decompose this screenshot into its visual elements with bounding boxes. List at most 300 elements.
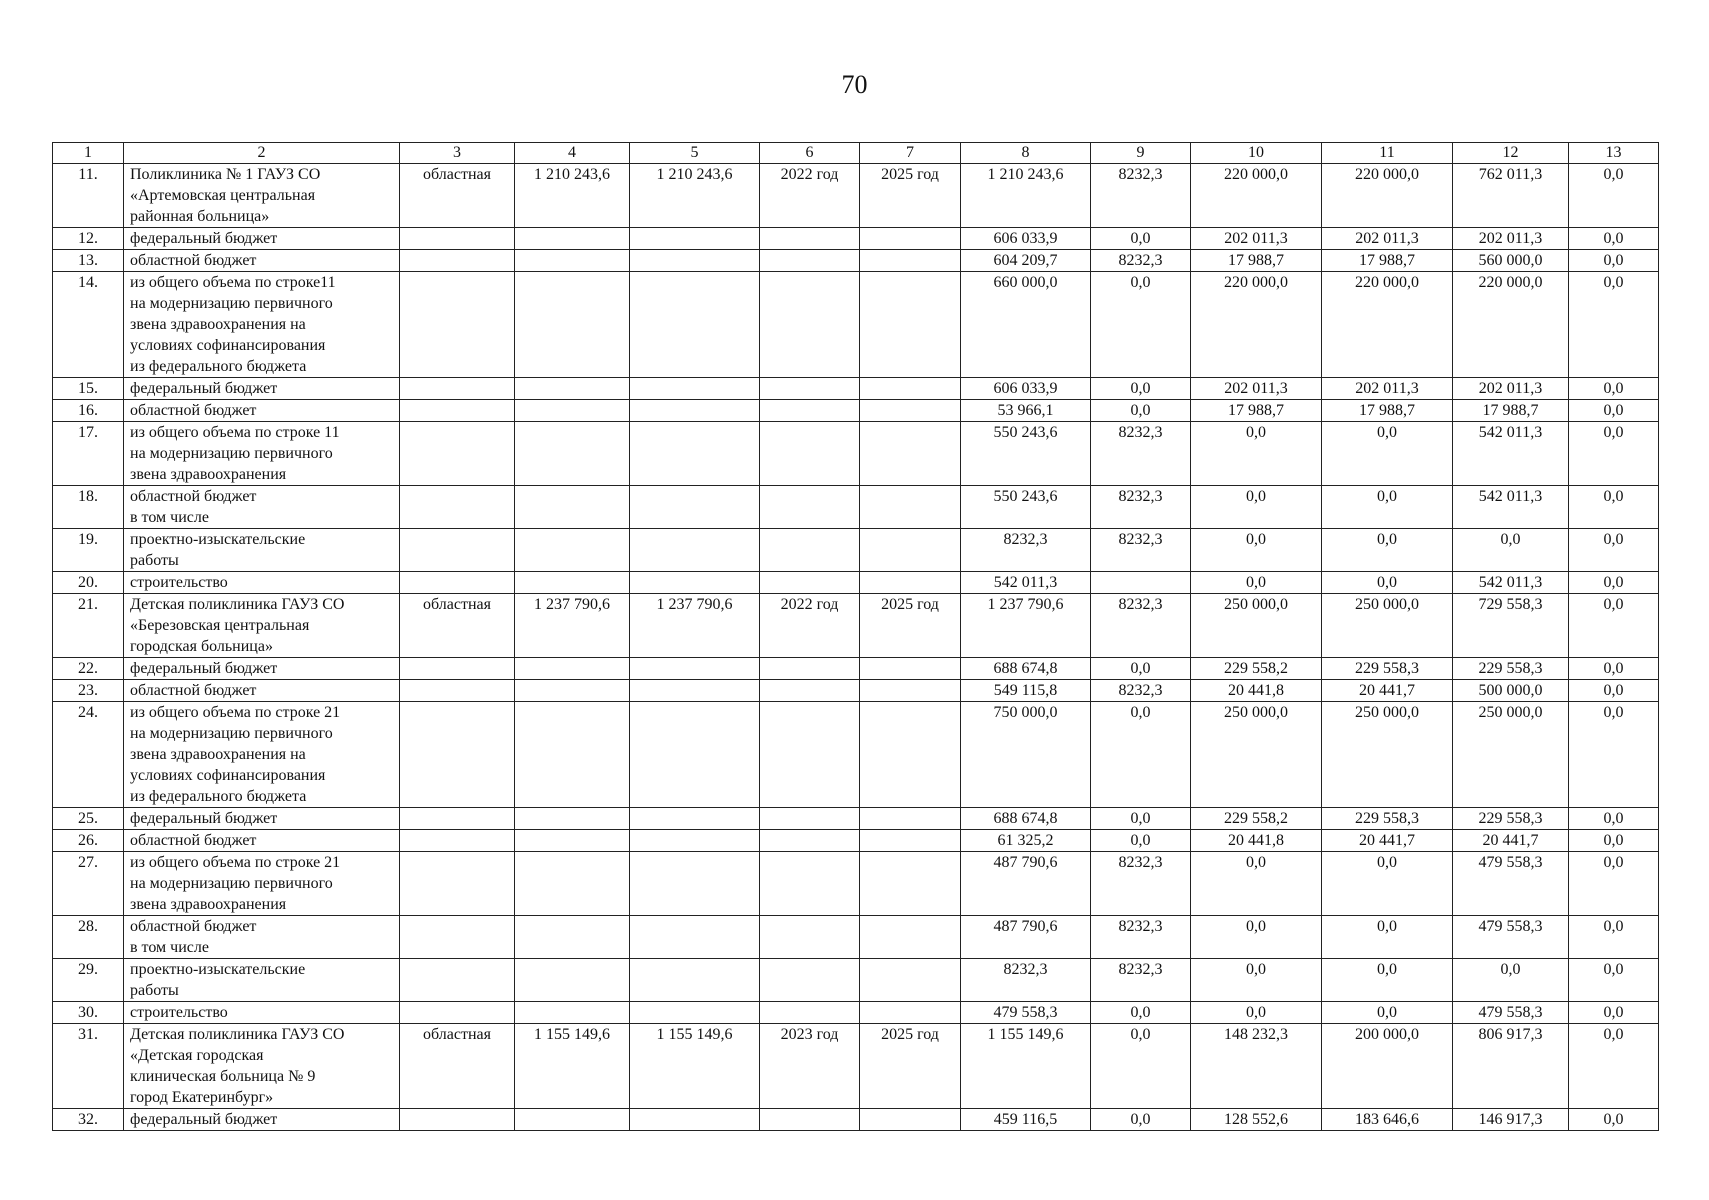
value-cell	[760, 830, 860, 852]
table-row	[53, 658, 1659, 680]
value-cell: 606 033,9	[961, 378, 1091, 400]
value-cell: 220 000,0	[1191, 272, 1322, 378]
value-cell	[630, 852, 760, 916]
value-cell: 20 441,8	[1191, 680, 1322, 702]
value-cell: 0,0	[1569, 529, 1659, 572]
row-label-cell: федеральный бюджет	[124, 1109, 400, 1131]
value-cell	[630, 378, 760, 400]
value-cell: 229 558,3	[1322, 808, 1453, 830]
value-cell: 17 988,7	[1322, 250, 1453, 272]
value-cell: 0,0	[1569, 1109, 1659, 1131]
value-cell	[860, 378, 961, 400]
value-cell: 606 033,9	[961, 228, 1091, 250]
value-cell: 0,0	[1569, 400, 1659, 422]
value-cell	[400, 272, 515, 378]
value-cell	[400, 680, 515, 702]
table-row	[53, 680, 1659, 702]
value-cell	[760, 1002, 860, 1024]
value-cell: 0,0	[1569, 572, 1659, 594]
table-row	[53, 830, 1659, 852]
value-cell	[400, 486, 515, 529]
value-cell: 229 558,2	[1191, 808, 1322, 830]
table-row	[53, 400, 1659, 422]
value-cell: 0,0	[1569, 272, 1659, 378]
value-cell: 8232,3	[961, 959, 1091, 1002]
value-cell: 2022 год	[760, 594, 860, 658]
column-header: 13	[1569, 143, 1659, 164]
row-label-cell: строительство	[124, 1002, 400, 1024]
value-cell	[400, 228, 515, 250]
value-cell: 146 917,3	[1453, 1109, 1569, 1131]
value-cell: 1 210 243,6	[630, 164, 760, 228]
table-header	[53, 143, 1659, 164]
value-cell: 0,0	[1453, 959, 1569, 1002]
value-cell	[1091, 572, 1191, 594]
value-cell: 0,0	[1569, 830, 1659, 852]
value-cell: 1 210 243,6	[961, 164, 1091, 228]
row-number-cell: 18.	[53, 486, 124, 529]
value-cell: 8232,3	[961, 529, 1091, 572]
value-cell: 560 000,0	[1453, 250, 1569, 272]
value-cell	[515, 959, 630, 1002]
value-cell	[400, 1002, 515, 1024]
row-label-cell: Детская поликлиника ГАУЗ СО «Березовская центральная городская больница»	[124, 594, 400, 658]
value-cell	[515, 250, 630, 272]
value-cell: 0,0	[1091, 808, 1191, 830]
value-cell: 0,0	[1091, 378, 1191, 400]
value-cell	[515, 830, 630, 852]
row-label-cell: проектно-изыскательские работы	[124, 959, 400, 1002]
value-cell	[630, 400, 760, 422]
value-cell: 1 155 149,6	[515, 1024, 630, 1109]
value-cell	[515, 572, 630, 594]
row-label-cell: из общего объема по строке 21 на модернизацию первичного звена здравоохранения	[124, 852, 400, 916]
value-cell: 202 011,3	[1191, 228, 1322, 250]
value-cell: 542 011,3	[1453, 572, 1569, 594]
value-cell	[515, 422, 630, 486]
value-cell: 0,0	[1322, 959, 1453, 1002]
value-cell: 688 674,8	[961, 808, 1091, 830]
value-cell	[400, 830, 515, 852]
value-cell: 8232,3	[1091, 959, 1191, 1002]
value-cell	[760, 378, 860, 400]
value-cell: 250 000,0	[1322, 702, 1453, 808]
table-row	[53, 422, 1659, 486]
value-cell: 0,0	[1453, 529, 1569, 572]
value-cell: 0,0	[1569, 250, 1659, 272]
value-cell: 542 011,3	[961, 572, 1091, 594]
value-cell: 0,0	[1569, 164, 1659, 228]
value-cell: 8232,3	[1091, 422, 1191, 486]
row-label-cell: областной бюджет	[124, 400, 400, 422]
value-cell	[760, 658, 860, 680]
value-cell: 1 155 149,6	[630, 1024, 760, 1109]
value-cell: 0,0	[1569, 680, 1659, 702]
value-cell	[400, 658, 515, 680]
value-cell: 0,0	[1569, 702, 1659, 808]
value-cell	[400, 852, 515, 916]
value-cell: 0,0	[1569, 378, 1659, 400]
row-label-cell: федеральный бюджет	[124, 658, 400, 680]
column-header: 2	[124, 143, 400, 164]
value-cell: 20 441,7	[1322, 680, 1453, 702]
value-cell	[760, 250, 860, 272]
row-label-cell: Поликлиника № 1 ГАУЗ СО «Артемовская центральная районная больница»	[124, 164, 400, 228]
value-cell: 479 558,3	[961, 1002, 1091, 1024]
value-cell: 8232,3	[1091, 486, 1191, 529]
table-row	[53, 272, 1659, 378]
value-cell: 550 243,6	[961, 486, 1091, 529]
value-cell: 20 441,7	[1322, 830, 1453, 852]
row-number-cell: 14.	[53, 272, 124, 378]
table-row	[53, 594, 1659, 658]
value-cell: 549 115,8	[961, 680, 1091, 702]
table-row	[53, 1109, 1659, 1131]
value-cell: 0,0	[1569, 808, 1659, 830]
table-row	[53, 486, 1659, 529]
value-cell	[400, 400, 515, 422]
value-cell: 202 011,3	[1453, 228, 1569, 250]
value-cell: 604 209,7	[961, 250, 1091, 272]
value-cell: 1 237 790,6	[630, 594, 760, 658]
value-cell	[630, 702, 760, 808]
value-cell: 550 243,6	[961, 422, 1091, 486]
value-cell: 762 011,3	[1453, 164, 1569, 228]
value-cell	[630, 916, 760, 959]
column-header: 7	[860, 143, 961, 164]
row-number-cell: 25.	[53, 808, 124, 830]
column-header: 6	[760, 143, 860, 164]
row-number-cell: 15.	[53, 378, 124, 400]
value-cell: 250 000,0	[1191, 702, 1322, 808]
table-row	[53, 250, 1659, 272]
value-cell	[515, 852, 630, 916]
row-number-cell: 27.	[53, 852, 124, 916]
value-cell	[515, 486, 630, 529]
value-cell: 2025 год	[860, 1024, 961, 1109]
value-cell: 0,0	[1322, 486, 1453, 529]
value-cell: 0,0	[1091, 272, 1191, 378]
row-label-cell: федеральный бюджет	[124, 808, 400, 830]
value-cell	[400, 529, 515, 572]
column-header: 1	[53, 143, 124, 164]
value-cell: 220 000,0	[1322, 272, 1453, 378]
value-cell: 250 000,0	[1453, 702, 1569, 808]
row-number-cell: 12.	[53, 228, 124, 250]
value-cell: 2025 год	[860, 164, 961, 228]
value-cell	[630, 486, 760, 529]
row-number-cell: 11.	[53, 164, 124, 228]
table-row	[53, 164, 1659, 228]
value-cell: областная	[400, 1024, 515, 1109]
value-cell	[760, 916, 860, 959]
column-header: 4	[515, 143, 630, 164]
value-cell	[400, 808, 515, 830]
value-cell	[860, 250, 961, 272]
value-cell: 0,0	[1191, 1002, 1322, 1024]
value-cell: 479 558,3	[1453, 1002, 1569, 1024]
row-label-cell: из общего объема по строке 21 на модернизацию первичного звена здравоохранения на условиях софинансирования из федерального бюджета	[124, 702, 400, 808]
value-cell: 202 011,3	[1191, 378, 1322, 400]
value-cell	[515, 1002, 630, 1024]
row-label-cell: областной бюджет	[124, 680, 400, 702]
value-cell	[760, 529, 860, 572]
value-cell: 1 155 149,6	[961, 1024, 1091, 1109]
value-cell: 0,0	[1191, 852, 1322, 916]
value-cell	[400, 572, 515, 594]
value-cell	[860, 1109, 961, 1131]
value-cell	[630, 959, 760, 1002]
row-number-cell: 23.	[53, 680, 124, 702]
value-cell: 0,0	[1569, 959, 1659, 1002]
value-cell: 0,0	[1569, 1024, 1659, 1109]
value-cell: 17 988,7	[1191, 400, 1322, 422]
value-cell: 202 011,3	[1453, 378, 1569, 400]
value-cell	[515, 378, 630, 400]
value-cell	[630, 830, 760, 852]
value-cell: 2023 год	[760, 1024, 860, 1109]
value-cell: 729 558,3	[1453, 594, 1569, 658]
header-row	[53, 143, 1659, 164]
row-label-cell: областной бюджет	[124, 250, 400, 272]
row-number-cell: 21.	[53, 594, 124, 658]
value-cell	[630, 250, 760, 272]
table-row	[53, 1024, 1659, 1109]
row-label-cell: из общего объема по строке 11 на модернизацию первичного звена здравоохранения	[124, 422, 400, 486]
row-number-cell: 30.	[53, 1002, 124, 1024]
value-cell: 220 000,0	[1453, 272, 1569, 378]
value-cell	[760, 572, 860, 594]
value-cell	[400, 1109, 515, 1131]
row-number-cell: 22.	[53, 658, 124, 680]
column-header: 3	[400, 143, 515, 164]
value-cell	[760, 959, 860, 1002]
value-cell: 0,0	[1322, 1002, 1453, 1024]
value-cell	[515, 400, 630, 422]
value-cell: 53 966,1	[961, 400, 1091, 422]
value-cell	[760, 1109, 860, 1131]
column-header: 11	[1322, 143, 1453, 164]
value-cell: 229 558,3	[1453, 808, 1569, 830]
value-cell	[400, 959, 515, 1002]
value-cell: 202 011,3	[1322, 378, 1453, 400]
value-cell	[860, 422, 961, 486]
value-cell	[515, 916, 630, 959]
value-cell	[630, 808, 760, 830]
value-cell	[630, 572, 760, 594]
value-cell: 250 000,0	[1191, 594, 1322, 658]
value-cell	[860, 959, 961, 1002]
value-cell: 200 000,0	[1322, 1024, 1453, 1109]
table-row	[53, 572, 1659, 594]
value-cell	[860, 808, 961, 830]
value-cell: 0,0	[1091, 658, 1191, 680]
value-cell	[860, 272, 961, 378]
value-cell	[760, 228, 860, 250]
row-number-cell: 13.	[53, 250, 124, 272]
row-number-cell: 28.	[53, 916, 124, 959]
row-number-cell: 19.	[53, 529, 124, 572]
value-cell	[400, 422, 515, 486]
value-cell	[515, 228, 630, 250]
row-number-cell: 20.	[53, 572, 124, 594]
budget-table	[52, 142, 1659, 1131]
value-cell: 1 237 790,6	[515, 594, 630, 658]
value-cell: 0,0	[1191, 529, 1322, 572]
value-cell	[400, 702, 515, 808]
row-label-cell: проектно-изыскательские работы	[124, 529, 400, 572]
value-cell: 806 917,3	[1453, 1024, 1569, 1109]
value-cell: 487 790,6	[961, 852, 1091, 916]
value-cell: 0,0	[1569, 1002, 1659, 1024]
value-cell	[630, 680, 760, 702]
table-row	[53, 702, 1659, 808]
value-cell	[515, 680, 630, 702]
value-cell: 8232,3	[1091, 594, 1191, 658]
value-cell	[760, 852, 860, 916]
value-cell: 0,0	[1191, 572, 1322, 594]
value-cell	[400, 916, 515, 959]
value-cell: 0,0	[1322, 422, 1453, 486]
value-cell: 0,0	[1191, 486, 1322, 529]
value-cell	[400, 378, 515, 400]
row-label-cell: строительство	[124, 572, 400, 594]
value-cell: 229 558,3	[1453, 658, 1569, 680]
row-label-cell: федеральный бюджет	[124, 378, 400, 400]
value-cell: 220 000,0	[1322, 164, 1453, 228]
value-cell: 1 237 790,6	[961, 594, 1091, 658]
value-cell: 750 000,0	[961, 702, 1091, 808]
row-number-cell: 29.	[53, 959, 124, 1002]
value-cell: 8232,3	[1091, 529, 1191, 572]
value-cell: 20 441,7	[1453, 830, 1569, 852]
value-cell: 688 674,8	[961, 658, 1091, 680]
value-cell: 202 011,3	[1322, 228, 1453, 250]
value-cell: 229 558,2	[1191, 658, 1322, 680]
value-cell: 459 116,5	[961, 1109, 1091, 1131]
value-cell	[860, 916, 961, 959]
value-cell: областная	[400, 164, 515, 228]
value-cell: 61 325,2	[961, 830, 1091, 852]
value-cell	[630, 1002, 760, 1024]
value-cell: 1 210 243,6	[515, 164, 630, 228]
value-cell	[860, 486, 961, 529]
value-cell: 0,0	[1091, 228, 1191, 250]
value-cell: 250 000,0	[1322, 594, 1453, 658]
value-cell	[760, 486, 860, 529]
value-cell: 0,0	[1322, 916, 1453, 959]
value-cell	[515, 529, 630, 572]
row-label-cell: из общего объема по строке11 на модернизацию первичного звена здравоохранения на условиях софинансирования из федерального бюджета	[124, 272, 400, 378]
row-number-cell: 16.	[53, 400, 124, 422]
value-cell: 8232,3	[1091, 250, 1191, 272]
value-cell: 2022 год	[760, 164, 860, 228]
value-cell: 183 646,6	[1322, 1109, 1453, 1131]
value-cell	[860, 830, 961, 852]
value-cell: 8232,3	[1091, 680, 1191, 702]
value-cell	[515, 702, 630, 808]
value-cell: 0,0	[1091, 1109, 1191, 1131]
row-number-cell: 26.	[53, 830, 124, 852]
value-cell	[630, 529, 760, 572]
value-cell	[860, 572, 961, 594]
value-cell	[860, 702, 961, 808]
value-cell: 128 552,6	[1191, 1109, 1322, 1131]
value-cell: 17 988,7	[1453, 400, 1569, 422]
value-cell: 2025 год	[860, 594, 961, 658]
value-cell	[860, 228, 961, 250]
value-cell: 500 000,0	[1453, 680, 1569, 702]
table-row	[53, 529, 1659, 572]
value-cell: 0,0	[1569, 594, 1659, 658]
value-cell: 479 558,3	[1453, 916, 1569, 959]
value-cell: 0,0	[1091, 1024, 1191, 1109]
value-cell	[630, 272, 760, 378]
value-cell: 0,0	[1191, 916, 1322, 959]
row-label-cell: федеральный бюджет	[124, 228, 400, 250]
column-header: 8	[961, 143, 1091, 164]
row-label-cell: Детская поликлиника ГАУЗ СО «Детская городская клиническая больница № 9 город Екатеринбург»	[124, 1024, 400, 1109]
value-cell: 542 011,3	[1453, 486, 1569, 529]
value-cell: 0,0	[1091, 830, 1191, 852]
value-cell	[860, 680, 961, 702]
table-row	[53, 916, 1659, 959]
value-cell	[860, 852, 961, 916]
value-cell: 8232,3	[1091, 916, 1191, 959]
value-cell: 0,0	[1569, 916, 1659, 959]
column-header: 9	[1091, 143, 1191, 164]
value-cell: 0,0	[1569, 852, 1659, 916]
value-cell: областная	[400, 594, 515, 658]
value-cell: 20 441,8	[1191, 830, 1322, 852]
table-row	[53, 808, 1659, 830]
row-number-cell: 17.	[53, 422, 124, 486]
page-number: 70	[841, 70, 868, 99]
value-cell	[860, 658, 961, 680]
value-cell: 0,0	[1091, 702, 1191, 808]
value-cell: 148 232,3	[1191, 1024, 1322, 1109]
value-cell	[515, 1109, 630, 1131]
value-cell	[630, 658, 760, 680]
value-cell	[515, 272, 630, 378]
value-cell: 17 988,7	[1322, 400, 1453, 422]
value-cell	[860, 529, 961, 572]
value-cell: 660 000,0	[961, 272, 1091, 378]
value-cell	[760, 400, 860, 422]
value-cell: 0,0	[1322, 852, 1453, 916]
row-number-cell: 32.	[53, 1109, 124, 1131]
row-label-cell: областной бюджет	[124, 830, 400, 852]
value-cell: 0,0	[1569, 658, 1659, 680]
value-cell: 0,0	[1569, 422, 1659, 486]
value-cell: 0,0	[1569, 486, 1659, 529]
value-cell	[860, 400, 961, 422]
table-row	[53, 378, 1659, 400]
table-row	[53, 228, 1659, 250]
row-number-cell: 24.	[53, 702, 124, 808]
value-cell: 0,0	[1322, 572, 1453, 594]
value-cell: 0,0	[1569, 228, 1659, 250]
table-row	[53, 959, 1659, 1002]
value-cell	[760, 272, 860, 378]
table-row	[53, 1002, 1659, 1024]
value-cell	[515, 808, 630, 830]
value-cell: 17 988,7	[1191, 250, 1322, 272]
value-cell: 220 000,0	[1191, 164, 1322, 228]
value-cell	[630, 228, 760, 250]
table-body	[53, 164, 1659, 1131]
row-label-cell: областной бюджет в том числе	[124, 916, 400, 959]
